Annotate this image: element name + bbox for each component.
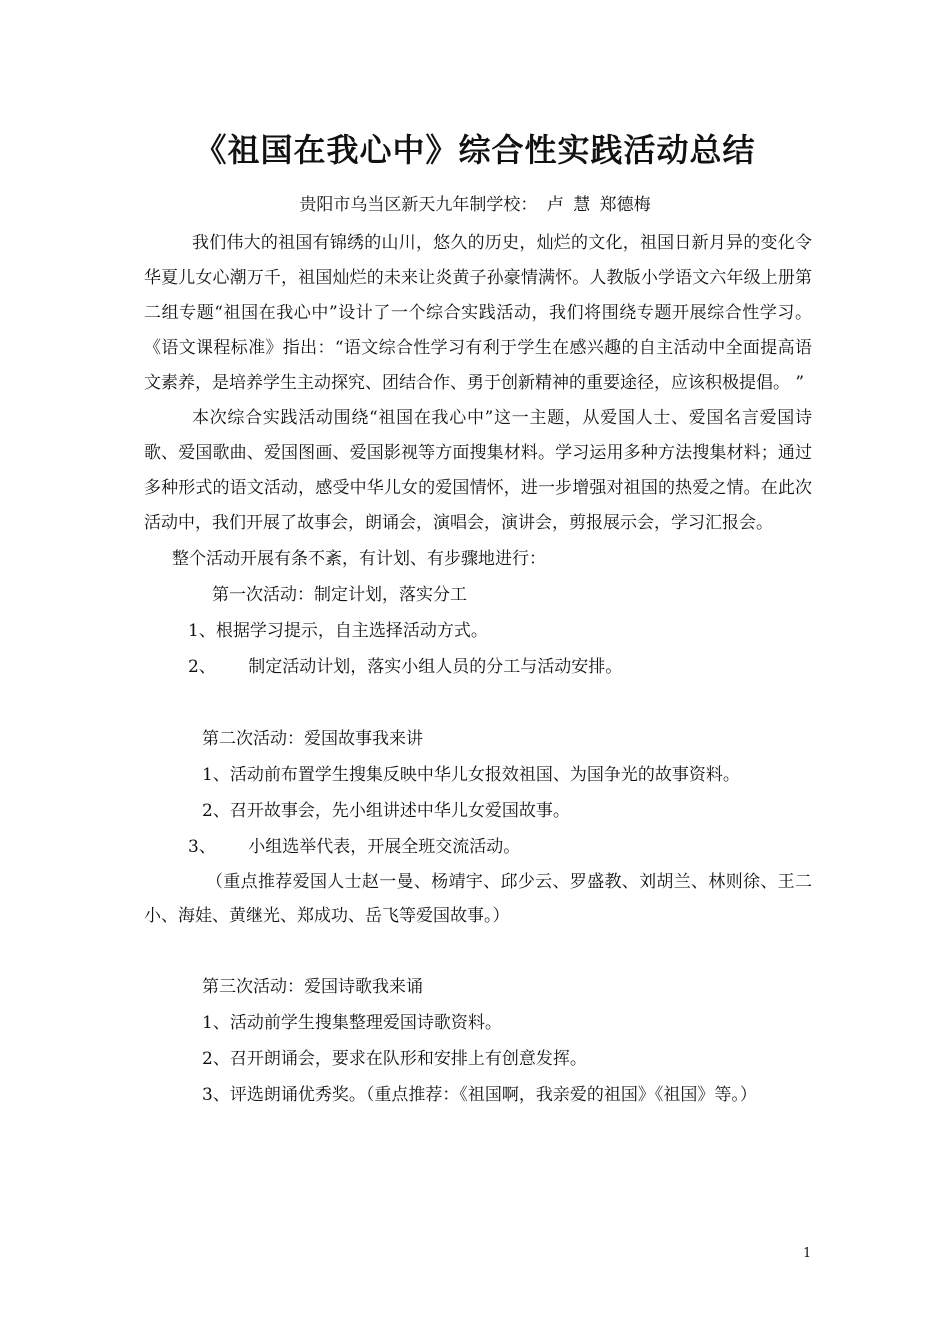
intro-paragraph-1: 我们伟大的祖国有锦绣的山川，悠久的历史，灿烂的文化，祖国日新月异的变化令华夏儿女心潮万千，祖国灿烂的未来让炎黄子孙豪情满怀。人教版小学语文六年级上册第二组专题“祖国在我心中”设计了一个综合实践活动，我们将围绕专题开展综合性学习。《语文课程标准》指出：“语文综合性学习有利于学生在感兴趣的自主活动中全面提高语文素养，是培养学生主动探究、团结合作、勇于创新精神的重要途径，应该积极提倡。 ”	[144, 233, 812, 393]
intro-paragraph-2: 本次综合实践活动围绕“祖国在我心中”这一主题，从爱国人士、爱国名言爱国诗歌、爱国歌曲、爱国图画、爱国影视等方面搜集材料。学习运用多种方法搜集材料；通过多种形式的语文活动，感受中华儿女的爱国情怀，进一步增强对祖国的热爱之情。在此次活动中，我们开展了故事会，朗诵会，演唱会，演讲会，剪报展示会，学习汇报会。	[144, 408, 812, 533]
activity-3-item: 3、评选朗诵优秀奖。（重点推荐：《祖国啊，我亲爱的祖国》《祖国》等。）	[202, 1085, 757, 1105]
activity-2-item: 1、活动前布置学生搜集反映中华儿女报效祖国、为国争光的故事资料。	[202, 765, 740, 785]
document-title: 《祖国在我心中》综合性实践活动总结	[194, 131, 756, 169]
activity-3-item: 2、召开朗诵会，要求在队形和安排上有创意发挥。	[202, 1049, 587, 1069]
activity-1-heading: 第一次活动：制定计划，落实分工	[212, 585, 467, 605]
activity-3-heading: 第三次活动：爱国诗歌我来诵	[202, 977, 423, 997]
author-line: 贵阳市乌当区新天九年制学校： 卢 慧 郑德梅	[299, 195, 651, 215]
activity-2-item: 3、 小组选举代表，开展全班交流活动。	[188, 837, 521, 857]
activity-2-heading: 第二次活动：爱国故事我来讲	[202, 729, 423, 749]
activity-1-item: 1、根据学习提示，自主选择活动方式。	[188, 621, 488, 641]
activity-2-item: 2、召开故事会，先小组讲述中华儿女爱国故事。	[202, 801, 570, 821]
page-number: 1	[803, 1246, 812, 1261]
activity-3-item: 1、活动前学生搜集整理爱国诗歌资料。	[202, 1013, 502, 1033]
activity-2-note: （重点推荐爱国人士赵一曼、杨靖宇、邱少云、罗盛教、刘胡兰、林则徐、王二小、海娃、黄继光、郑成功、岳飞等爱国故事。）	[144, 872, 812, 926]
document-body	[144, 226, 812, 1113]
activity-1-item: 2、 制定活动计划，落实小组人员的分工与活动安排。	[188, 657, 623, 677]
overview-line: 整个活动开展有条不紊，有计划、有步骤地进行：	[172, 549, 546, 569]
